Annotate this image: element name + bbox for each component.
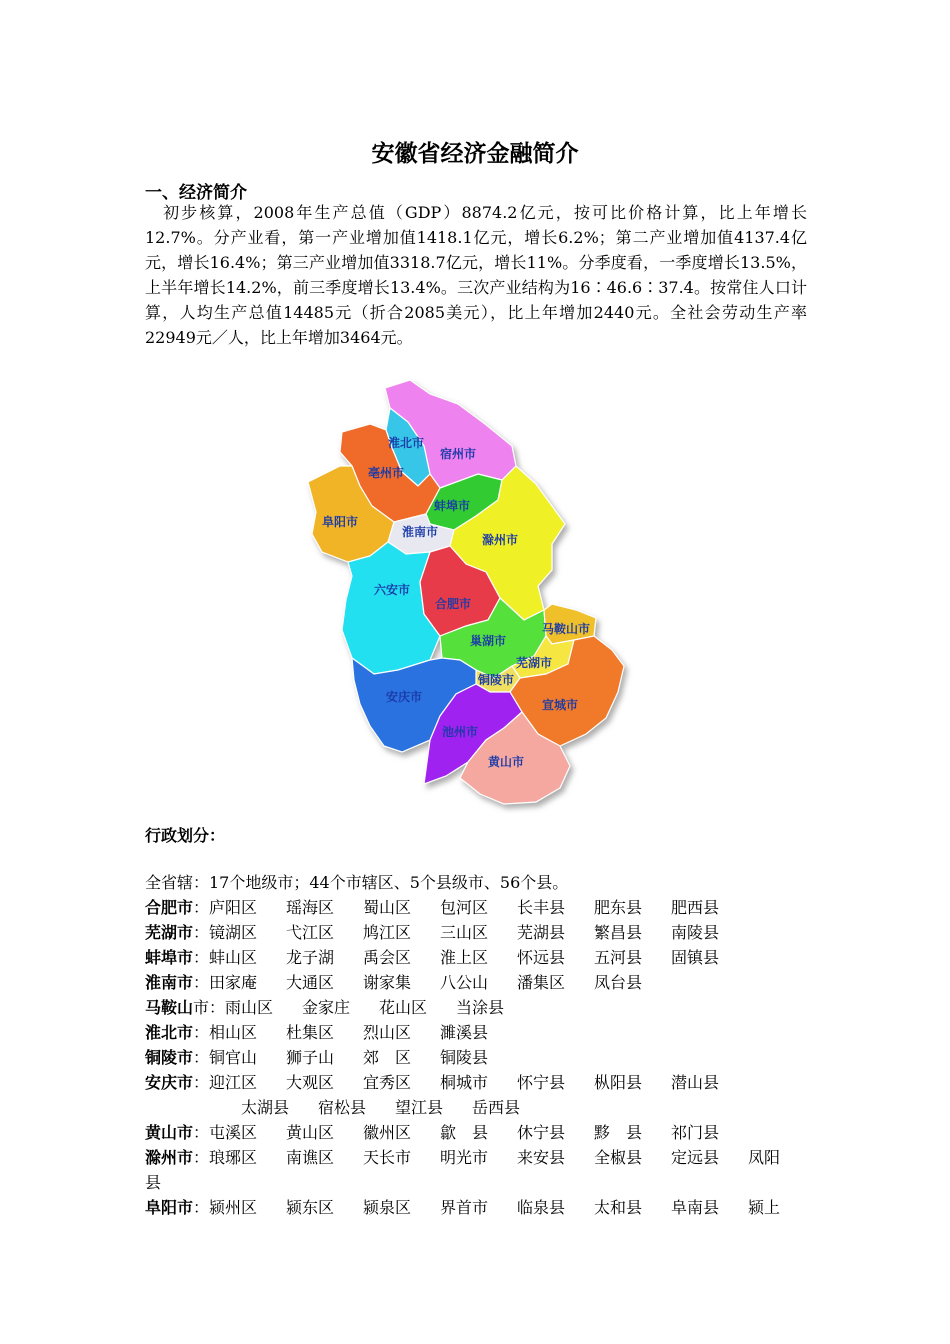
admin-district: 颍州区 — [209, 1198, 258, 1217]
admin-divisions — [145, 870, 810, 1220]
admin-district: 迎江区 — [209, 1073, 258, 1092]
admin-district: 庐阳区 — [209, 898, 258, 917]
map-label-xuancheng: 宣城市 — [542, 698, 579, 712]
admin-district: 郊 区 — [363, 1048, 412, 1067]
anhui-map-svg — [290, 374, 635, 814]
economy-paragraph — [145, 200, 807, 350]
admin-district: 固镇县 — [671, 948, 720, 967]
admin-city-name: 淮北市 — [145, 1023, 194, 1042]
map-label-tongling: 铜陵市 — [478, 673, 515, 687]
map-label-luan: 六安市 — [374, 583, 411, 597]
admin-district: 花山区 — [379, 998, 428, 1017]
admin-district: 宜秀区 — [363, 1073, 412, 1092]
admin-district: 天长市 — [363, 1148, 412, 1167]
admin-district: 烈山区 — [363, 1023, 412, 1042]
admin-district: 桐城市 — [440, 1073, 489, 1092]
admin-district: 大观区 — [286, 1073, 335, 1092]
map-label-hefei: 合肥市 — [435, 597, 472, 611]
admin-district: 铜官山 — [209, 1048, 258, 1067]
admin-district: 瑶海区 — [286, 898, 335, 917]
admin-city-separator: ： — [193, 1048, 210, 1067]
map-label-chaohu: 巢湖市 — [470, 634, 507, 648]
anhui-map — [290, 374, 635, 814]
admin-district: 狮子山 — [286, 1048, 335, 1067]
admin-district: 相山区 — [209, 1023, 258, 1042]
admin-city-name: 阜阳市 — [145, 1198, 194, 1217]
section-heading-economy: 一、经济简介 — [145, 183, 247, 203]
admin-city-name: 安庆市 — [145, 1073, 194, 1092]
admin-district: 八公山 — [440, 973, 489, 992]
admin-district: 凤阳 — [748, 1148, 781, 1167]
admin-district: 县 — [145, 1173, 162, 1192]
admin-row — [145, 970, 810, 995]
admin-district: 濉溪县 — [440, 1023, 489, 1042]
admin-district: 杜集区 — [286, 1023, 335, 1042]
map-label-anqing: 安庆市 — [386, 690, 423, 704]
admin-row — [145, 1170, 810, 1195]
admin-district: 枞阳县 — [594, 1073, 643, 1092]
admin-district: 大通区 — [286, 973, 335, 992]
admin-district: 肥西县 — [671, 898, 720, 917]
admin-district: 金家庄 — [302, 998, 351, 1017]
admin-district: 五河县 — [594, 948, 643, 967]
admin-rows — [145, 895, 810, 1220]
admin-district: 颍东区 — [286, 1198, 335, 1217]
admin-city-name: 蚌埠市 — [145, 948, 194, 967]
admin-district: 徽州区 — [363, 1123, 412, 1142]
map-label-maanshan: 马鞍山市 — [542, 622, 591, 636]
map-label-wuhu: 芜湖市 — [516, 656, 553, 670]
admin-district: 禹会区 — [363, 948, 412, 967]
admin-district: 芜湖县 — [517, 923, 566, 942]
admin-district: 太湖县 — [241, 1098, 290, 1117]
map-label-bengbu: 蚌埠市 — [434, 499, 471, 513]
admin-district: 颍上 — [748, 1198, 781, 1217]
admin-district: 肥东县 — [594, 898, 643, 917]
admin-district: 黟 县 — [594, 1123, 643, 1142]
admin-district: 临泉县 — [517, 1198, 566, 1217]
section-heading-admin: 行政划分： — [145, 826, 226, 845]
admin-row — [145, 895, 810, 920]
admin-city-name: 黄山市 — [145, 1123, 194, 1142]
admin-district: 繁昌县 — [594, 923, 643, 942]
map-label-bozhou: 亳州市 — [368, 466, 405, 480]
admin-district: 淮上区 — [440, 948, 489, 967]
admin-summary: 全省辖：17个地级市；44个市辖区、5个县级市、56个县。 — [145, 873, 569, 892]
admin-city-separator: ： — [193, 898, 210, 917]
admin-district: 镜湖区 — [209, 923, 258, 942]
admin-district: 凤台县 — [594, 973, 643, 992]
admin-row — [145, 995, 810, 1020]
admin-city-name: 淮南市 — [145, 973, 194, 992]
admin-district: 雨山区 — [225, 998, 274, 1017]
admin-city-name: 铜陵市 — [145, 1048, 194, 1067]
map-label-fuyang: 阜阳市 — [322, 515, 359, 529]
admin-city-separator: ： — [193, 1073, 210, 1092]
admin-district: 蚌山区 — [209, 948, 258, 967]
admin-district: 潜山县 — [671, 1073, 720, 1092]
admin-city-separator: ： — [193, 948, 210, 967]
admin-district: 屯溪区 — [209, 1123, 258, 1142]
admin-district: 来安县 — [517, 1148, 566, 1167]
admin-city-separator: ： — [193, 1148, 210, 1167]
admin-row — [145, 945, 810, 970]
admin-row — [145, 920, 810, 945]
admin-city-separator: ： — [193, 1198, 210, 1217]
admin-district: 怀宁县 — [517, 1073, 566, 1092]
admin-district: 琅琊区 — [209, 1148, 258, 1167]
admin-city-name: 马鞍山 — [145, 998, 194, 1017]
map-label-chizhou: 池州市 — [442, 725, 479, 739]
admin-district: 鸠江区 — [363, 923, 412, 942]
admin-district: 界首市 — [440, 1198, 489, 1217]
admin-district: 全椒县 — [594, 1148, 643, 1167]
admin-district: 黄山区 — [286, 1123, 335, 1142]
admin-district: 宿松县 — [318, 1098, 367, 1117]
admin-city-separator: ： — [193, 923, 210, 942]
map-label-huainan: 淮南市 — [402, 525, 439, 539]
admin-district: 明光市 — [440, 1148, 489, 1167]
admin-row — [145, 1045, 810, 1070]
admin-district: 长丰县 — [517, 898, 566, 917]
admin-city-separator: ： — [193, 973, 210, 992]
admin-district: 包河区 — [440, 898, 489, 917]
admin-district: 龙子湖 — [286, 948, 335, 967]
admin-district: 铜陵县 — [440, 1048, 489, 1067]
admin-district: 颍泉区 — [363, 1198, 412, 1217]
admin-district: 弋江区 — [286, 923, 335, 942]
admin-district: 祁门县 — [671, 1123, 720, 1142]
admin-row — [145, 1020, 810, 1045]
admin-city-name: 芜湖市 — [145, 923, 194, 942]
economy-paragraph-text: 初步核算，2008年生产总值（GDP）8874.2亿元，按可比价格计算，比上年增长12.7%。分产业看，第一产业增加值1418.1亿元，增长6.2%；第二产业增加值4137.4亿元，增长16.4%；第三产业增加值3318.7亿元，增长11%。分季度看，一季度增长13.5%，上半年增长14.2%，前三季度增长13.4%。三次产业结构为16∶46.6∶37.4。按常住人口计算，人均生产总值14485元（折合2085美元），比上年增加2440元。全社会劳动生产率22949元／人，比上年增加3464元。 — [145, 203, 807, 347]
admin-district: 三山区 — [440, 923, 489, 942]
admin-city-name: 合肥市 — [145, 898, 194, 917]
admin-district: 岳西县 — [472, 1098, 521, 1117]
admin-district: 田家庵 — [209, 973, 258, 992]
admin-row — [145, 1145, 810, 1170]
admin-district: 谢家集 — [363, 973, 412, 992]
admin-district: 太和县 — [594, 1198, 643, 1217]
admin-row — [145, 1120, 810, 1145]
admin-city-separator: ： — [193, 1123, 210, 1142]
admin-district: 歙 县 — [440, 1123, 489, 1142]
admin-row — [145, 1070, 810, 1095]
admin-district: 休宁县 — [517, 1123, 566, 1142]
admin-district: 蜀山区 — [363, 898, 412, 917]
admin-district: 怀远县 — [517, 948, 566, 967]
admin-district: 南陵县 — [671, 923, 720, 942]
page-title: 安徽省经济金融简介 — [371, 141, 579, 167]
admin-row — [145, 1195, 810, 1220]
map-label-huangshan: 黄山市 — [488, 755, 525, 769]
admin-city-separator: ： — [193, 1023, 210, 1042]
admin-district: 当涂县 — [456, 998, 505, 1017]
admin-district: 望江县 — [395, 1098, 444, 1117]
admin-row — [145, 1095, 810, 1120]
admin-district: 定远县 — [671, 1148, 720, 1167]
admin-city-name: 滁州市 — [145, 1148, 194, 1167]
admin-city-separator: 市： — [193, 998, 226, 1017]
map-label-huaibei: 淮北市 — [388, 436, 425, 450]
map-label-suzhou: 宿州市 — [440, 447, 477, 461]
admin-district: 潘集区 — [517, 973, 566, 992]
map-label-chuzhou: 滁州市 — [482, 533, 519, 547]
admin-district: 南谯区 — [286, 1148, 335, 1167]
admin-district: 阜南县 — [671, 1198, 720, 1217]
